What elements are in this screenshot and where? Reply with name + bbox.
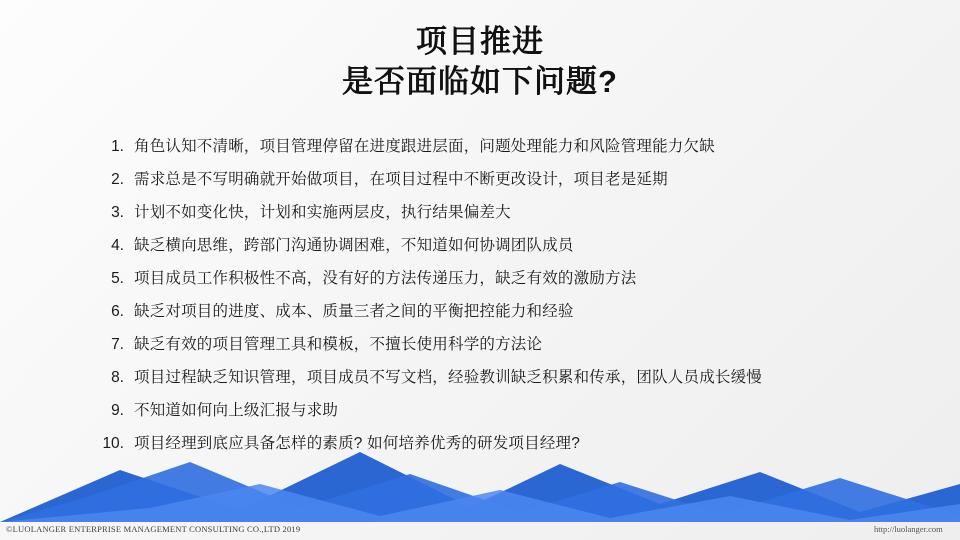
list-item [96,204,926,222]
footer-copyright: ©LUOLANGER ENTERPRISE MANAGEMENT CONSULTING CO.,LTD 2019 [6,524,301,534]
page-title [0,22,960,101]
list-item-number: 4. [111,237,124,254]
list-item-number: 5. [111,270,124,287]
list-item-number: 1. [111,138,124,155]
list-item-label: 缺乏对项目的进度、成本、质量三者之间的平衡把控能力和经验 [134,303,574,320]
list-item-label: 不知道如何向上级汇报与求助 [134,402,339,419]
list-item-label: 计划不如变化快，计划和实施两层皮，执行结果偏差大 [134,204,511,221]
list-item-number: 7. [111,336,124,353]
list-item-number: 2. [111,171,124,188]
list-item [96,303,926,321]
list-item [96,369,926,387]
list-item-label: 缺乏有效的项目管理工具和模板，不擅长使用科学的方法论 [134,336,543,353]
list-item-label: 缺乏横向思维，跨部门沟通协调困难，不知道如何协调团队成员 [134,237,574,254]
list-item-number: 10. [102,435,124,452]
list-item-label: 角色认知不清晰，项目管理停留在进度跟进层面，问题处理能力和风险管理能力欠缺 [134,138,715,155]
list-item [96,138,926,156]
list-item-number: 3. [111,204,124,221]
list-item [96,336,926,354]
mountain-decoration-icon [0,412,960,522]
title-line-2: 是否面临如下问题? [342,63,618,99]
list-item [96,171,926,189]
list-item-label: 需求总是不写明确就开始做项目，在项目过程中不断更改设计，项目老是延期 [134,171,668,188]
list-item [96,237,926,255]
footer-website: http://luolanger.com [874,523,943,534]
list-item-number: 9. [111,402,124,419]
list-item-label: 项目成员工作积极性不高，没有好的方法传递压力，缺乏有效的激励方法 [134,270,637,287]
list-item-label: 项目经理到底应具备怎样的素质? 如何培养优秀的研发项目经理? [134,435,581,452]
list-item-label: 项目过程缺乏知识管理，项目成员不写文档，经验教训缺乏积累和传承，团队人员成长缓慢 [134,369,763,386]
list-item [96,270,926,288]
list-item-number: 8. [111,369,124,386]
title-line-1: 项目推进 [416,24,544,59]
list-item-number: 6. [111,303,124,320]
